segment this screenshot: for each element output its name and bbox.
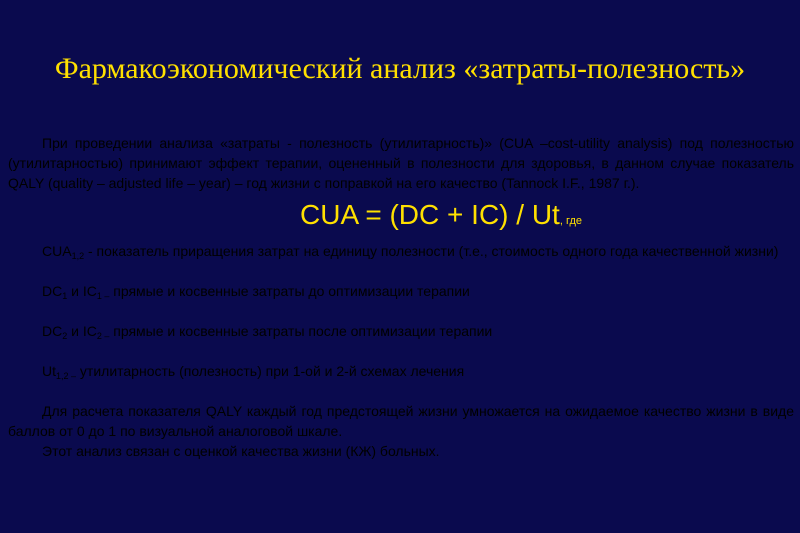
cua-definition-text: - показатель приращения затрат на единицу полезности (т.е., стоимость одного года качественной жизни) [84, 243, 779, 259]
intro-paragraph: При проведении анализа «затраты - полезность (утилитарность)» (CUA –cost-utility analysis) под полезностью (утилитарностью) принимают эффект терапии, оцененный в полезности для здоровья, в данном случае показатель QALY (quality – adjusted life – year) – год жизни с поправкой на его качество (Tannock I.F., 1987 г.). [8, 135, 794, 191]
closing-line: Этот анализ связан с оценкой качества жизни (КЖ) больных. [42, 443, 440, 459]
dc1-definition [8, 281, 794, 301]
slide-title: Фармакоэкономический анализ «затраты-полезность» [54, 52, 746, 85]
cua-term: CUA [42, 243, 72, 259]
slide-body [8, 133, 794, 461]
ut-subscript: 1,2 – [56, 371, 77, 381]
formula-suffix: , где [559, 215, 582, 227]
dc2-subscript: 2 [62, 331, 68, 341]
cua-formula [8, 195, 794, 241]
ut-term: Ut [42, 363, 56, 379]
ic1-term: и IC [67, 283, 97, 299]
ut-definition [8, 361, 794, 381]
dc2-definition [8, 321, 794, 341]
qaly-note: Для расчета показателя QALY каждый год предстоящей жизни умножается на ожидаемое качество жизни в виде баллов от 0 до 1 по визуальной аналоговой шкале. [8, 403, 794, 439]
ut-definition-text: утилитарность (полезность) при 1-ой и 2-й схемах лечения [76, 363, 465, 379]
dc1-subscript: 1 [62, 291, 68, 301]
ic2-subscript: 2 – [96, 331, 110, 341]
dc2-term: DC [42, 323, 63, 339]
ic1-subscript: 1 – [96, 291, 110, 301]
dc1-definition-text: прямые и косвенные затраты до оптимизации терапии [109, 283, 470, 299]
cua-definition [8, 241, 794, 261]
formula-text: CUA = (DC + IC) / Ut [300, 199, 560, 230]
dc1-term: DC [42, 283, 63, 299]
cua-subscript: 1,2 [71, 251, 85, 261]
ic2-term: и IC [67, 323, 97, 339]
dc2-definition-text: прямые и косвенные затраты после оптимизации терапии [109, 323, 493, 339]
